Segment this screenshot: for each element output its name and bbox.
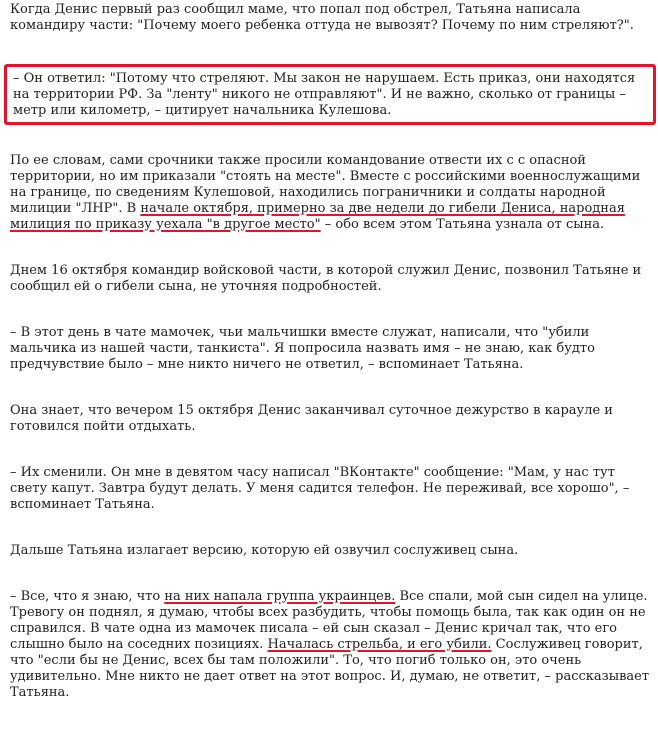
paragraph-3 — [10, 153, 652, 233]
paragraph-1 — [10, 2, 652, 34]
quote-text: – Он ответил: "Потому что стреляют. Мы закон не нарушаем. Есть приказ, они находятся на территории РФ. За "ленту" никого не отправляют". И не важно, сколько от границы – метр или километр, – цитирует начальника Кулешова. — [13, 71, 636, 118]
underlined-phrase-attack: на них напала группа украинцев. — [164, 589, 396, 604]
article-body — [10, 2, 652, 731]
paragraph-5-text: – В этот день в чате мамочек, чьи мальчишки вместе служат, написали, что "убили мальчика из нашей части, танкиста". Я попросила назвать имя – не знаю, как будто предчувствие было – мне никто ничего не ответил, – вспоминает Татьяна. — [10, 325, 595, 372]
paragraph-9-text: – Все, что я знаю, что — [10, 589, 165, 604]
underlined-phrase-shooting: Началась стрельба, и его убили. — [267, 637, 492, 652]
paragraph-9-tail: Сослуживец говорит, что "если бы не Денис, всех бы там положили". То, что погиб только он, это очень удивительно. Мне никто не дает ответ на этот вопрос. И, думаю, не ответит, – рассказывает Татьяна. — [10, 637, 650, 700]
paragraph-7-text: – Их сменили. Он мне в девятом часу написал "ВКонтакте" сообщение: "Мам, у нас тут свету капут. Завтра будут делать. У меня садится телефон. Не переживай, все хорошо", – вспоминает Татьяна. — [10, 465, 630, 512]
paragraph-4 — [10, 263, 652, 295]
paragraph-4-text: Днем 16 октября командир войсковой части, в которой служил Денис, позвонил Татьяне и сообщил ей о гибели сына, не уточняя подробностей. — [10, 263, 642, 294]
underlined-phrase-milicia: начале октября, примерно за две недели до гибели Дениса, народная милиция по приказу уехала "в другое место" — [10, 201, 625, 232]
paragraph-8 — [10, 543, 652, 559]
paragraph-9 — [10, 589, 652, 701]
highlighted-quote-box — [4, 64, 656, 125]
paragraph-3-tail: – обо всем этом Татьяна узнала от сына. — [320, 217, 605, 232]
paragraph-6-text: Она знает, что вечером 15 октября Денис заканчивал суточное дежурство в карауле и готовился пойти отдыхать. — [10, 403, 613, 434]
paragraph-3-text: По ее словам, сами срочники также просили командование отвести их с с опасной территории, но им приказали "стоять на месте". Вместе с российскими военнослужащими на границе, по сведениям Кулешовой, находились пограничники и солдаты народной милиции "ЛНР". В — [10, 153, 641, 216]
paragraph-1-text: Когда Денис первый раз сообщил маме, что попал под обстрел, Татьяна написала командиру части: "Почему моего ребенка оттуда не вывозят? Почему по ним стреляют?". — [10, 2, 634, 33]
paragraph-9-middle: Все спали, мой сын сидел на улице. Тревогу он поднял, я думаю, чтобы всех разбудить, чтобы помощь была, так как один он не справился. В чате одна из мамочек писала – ей сын сказал – Денис кричал так, что его слышно было на соседних позициях. — [10, 589, 648, 652]
paragraph-5 — [10, 325, 652, 373]
paragraph-6 — [10, 403, 652, 435]
paragraph-7 — [10, 465, 652, 513]
paragraph-8-text: Дальше Татьяна излагает версию, которую ей озвучил сослуживец сына. — [10, 543, 519, 558]
